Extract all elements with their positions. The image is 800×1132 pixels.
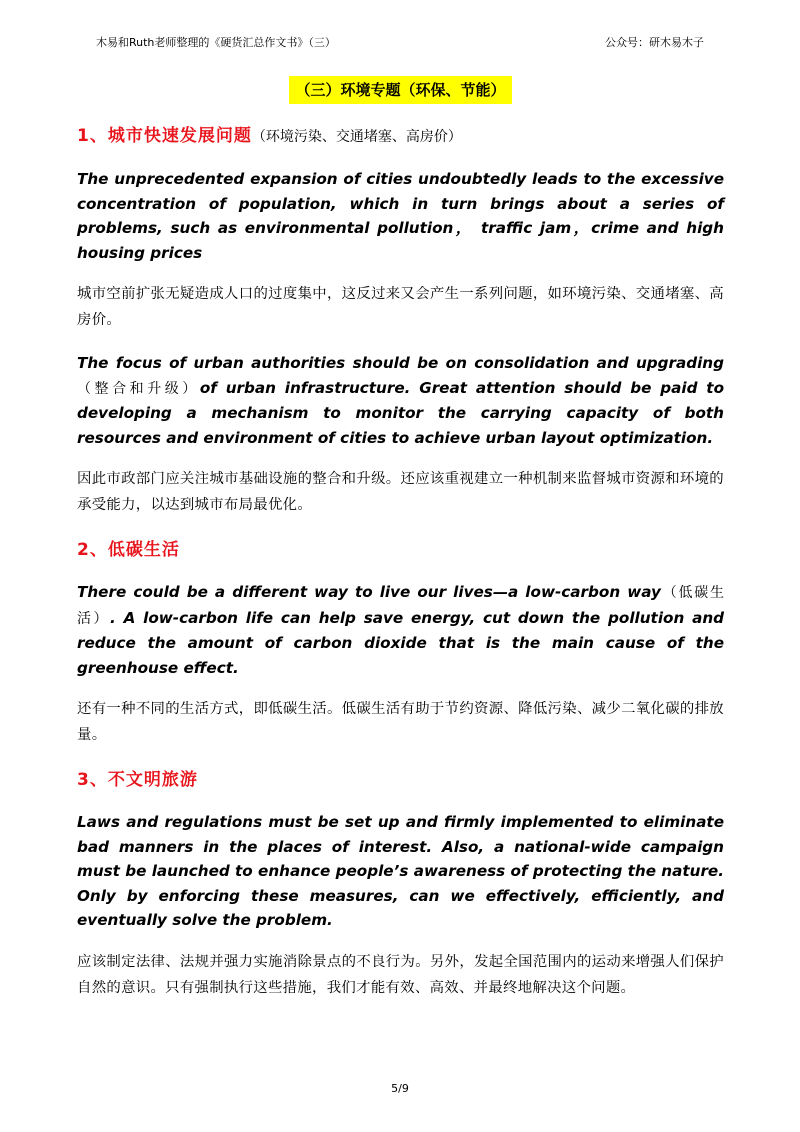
section-2-title: 2、低碳生活 [77, 540, 180, 560]
section-1-title: 1、城市快速发展问题 [77, 126, 252, 146]
section-1-english-2 [77, 351, 724, 450]
section-1-heading [77, 122, 724, 151]
document-body [77, 76, 724, 1019]
section-1-english-1: The unprecedented expansion of cities undoubtedly leads to the excessive concentration of population, which in turn brings about a series of problems, such as environmental pollution， traffic jam，crime and high housing prices [77, 170, 724, 262]
title-wrap [77, 76, 724, 104]
section-1-subtitle: （环境污染、交通堵塞、高房价） [251, 129, 462, 145]
section-3-heading [77, 766, 724, 794]
section-2-chinese-1: 还有一种不同的生活方式，即低碳生活。低碳生活有助于节约资源、降低污染、减少二氧化碳的排放量。 [77, 701, 724, 743]
header-title: 木易和Ruth老师整理的《硬货汇总作文书》（三） [96, 36, 336, 49]
section-3-english-1: Laws and regulations must be set up and firmly implemented to eliminate bad manners in the places of interest. Also, a national-wide campaign must be launched to enhance people’s awareness of protecting the nature. Only by enforcing these measures, can we effectively, efficiently, and eventually solve the problem. [77, 813, 724, 929]
section-3-title: 3、不文明旅游 [77, 770, 198, 790]
section-2-heading [77, 536, 724, 564]
section-2-english-1 [77, 580, 724, 680]
section-2-english-1b: . A low-carbon life can help save energy, cut down the pollution and reduce the amount of carbon dioxide that is the main cause of the greenhouse effect. [77, 608, 724, 677]
page-title: （三）环境专题（环保、节能） [289, 76, 511, 104]
section-1-chinese-2: 因此市政部门应关注城市基础设施的整合和升级。还应该重视建立一种机制来监督城市资源和环境的承受能力，以达到城市布局最优化。 [77, 471, 724, 513]
section-1-english-2b: of urban infrastructure. Great attention should be paid to developing a mechanism to monitor the carrying capacity of both resources and environment of cities to achieve urban layout optimization. [77, 378, 725, 447]
section-3-chinese-1: 应该制定法律、法规并强力实施消除景点的不良行为。另外，发起全国范围内的运动来增强人们保护自然的意识。只有强制执行这些措施，我们才能有效、高效、并最终地解决这个问题。 [77, 953, 724, 996]
section-2-english-1-gloss: （低碳生活） [77, 585, 725, 627]
section-1-english-2a: The focus of urban authorities should be on consolidation and upgrading [77, 354, 724, 372]
section-1-english-2-gloss: （整合和升级） [77, 380, 200, 397]
section-2-english-1a: There could be a different way to live our lives—a low-carbon way [77, 583, 661, 601]
header-account: 公众号：研木易木子 [605, 36, 704, 49]
page-number: 5/9 [391, 1082, 409, 1095]
section-1-chinese-1: 城市空前扩张无疑造成人口的过度集中，这反过来又会产生一系列问题，如环境污染、交通堵塞、高房价。 [77, 286, 724, 328]
